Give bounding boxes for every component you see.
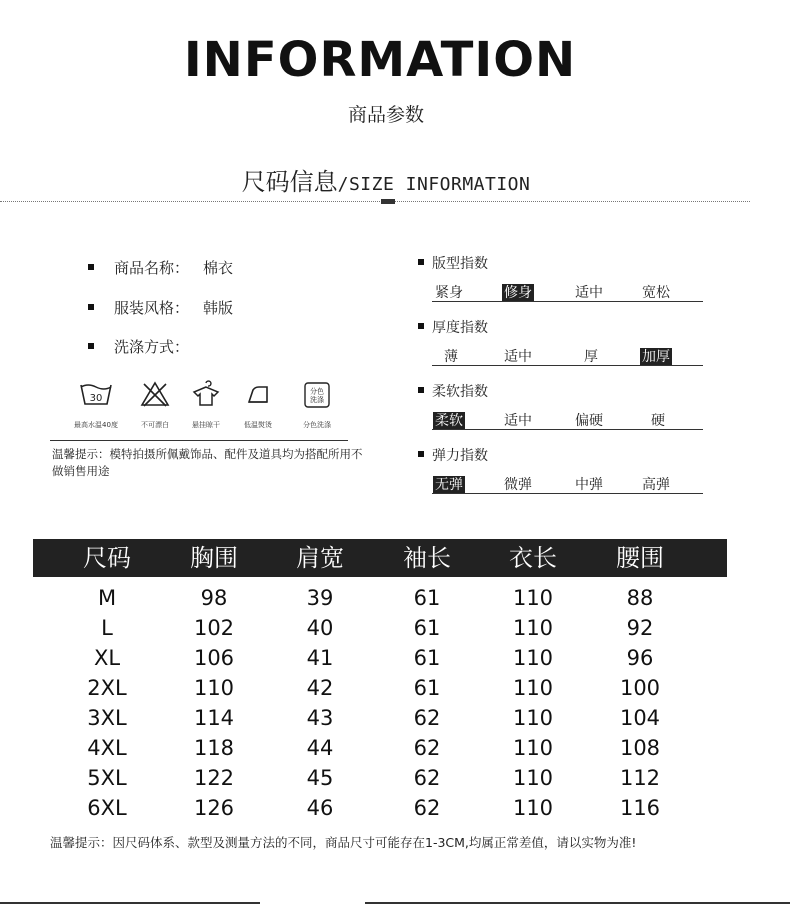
separate-wash-icon — [302, 380, 332, 410]
size-table-header-cell: 胸围 — [190, 544, 238, 572]
length-cell: 110 — [512, 646, 554, 670]
bullet-icon — [418, 259, 424, 265]
bottom-divider-right — [365, 902, 790, 904]
thickness-option-selected: 加厚 — [642, 349, 670, 365]
elasticity-option: 高弹 — [642, 477, 670, 493]
softness-index-title: 柔软指数 — [418, 381, 488, 401]
chest-cell: 106 — [193, 646, 235, 670]
sleeve-cell: 61 — [413, 586, 441, 610]
product-style-row — [88, 297, 233, 318]
softness-option: 适中 — [504, 413, 532, 429]
care-item-no-bleach — [130, 380, 180, 430]
page-subtitle: 商品参数 — [347, 104, 424, 126]
waist-cell: 96 — [626, 646, 654, 670]
fit-option: 紧身 — [435, 285, 463, 301]
thickness-option: 薄 — [444, 349, 458, 365]
size-table-header-cell: 尺码 — [83, 544, 131, 572]
fit-option: 适中 — [575, 285, 603, 301]
care-item-hang-dry — [181, 380, 231, 430]
length-cell: 110 — [512, 676, 554, 700]
chest-cell: 122 — [193, 766, 235, 790]
elasticity-option: 微弹 — [504, 477, 532, 493]
sleeve-cell: 62 — [413, 706, 441, 730]
softness-option: 偏硬 — [575, 413, 603, 429]
bullet-icon — [418, 323, 424, 329]
care-divider — [50, 440, 348, 441]
care-label: 不可漂白 — [141, 421, 169, 429]
bullet-icon — [88, 304, 94, 310]
elasticity-index-title: 弹力指数 — [418, 445, 488, 465]
wash-method-label: 洗涤方式： — [114, 338, 190, 356]
section-title-en: /SIZE INFORMATION — [337, 174, 531, 195]
waist-cell: 108 — [619, 736, 661, 760]
section-title — [0, 162, 772, 197]
chest-cell: 110 — [193, 676, 235, 700]
care-item-wash — [71, 380, 121, 430]
sleeve-cell: 62 — [413, 766, 441, 790]
thickness-option: 适中 — [504, 349, 532, 365]
sleeve-cell: 61 — [413, 676, 441, 700]
bullet-icon — [418, 387, 424, 393]
shoulder-cell: 43 — [306, 706, 334, 730]
wash-method-row — [88, 336, 189, 357]
length-cell: 110 — [512, 796, 554, 820]
elasticity-option-selected: 无弹 — [435, 477, 463, 493]
waist-cell: 112 — [619, 766, 661, 790]
care-label: 最高水温40度 — [74, 421, 118, 429]
product-name-row — [88, 257, 233, 278]
size-table-header-cell: 肩宽 — [296, 544, 344, 572]
size-cell: 4XL — [87, 736, 127, 760]
fit-index-title: 版型指数 — [418, 253, 488, 273]
chest-cell: 102 — [193, 616, 235, 640]
size-table-header-cell: 袖长 — [403, 544, 451, 572]
length-cell: 110 — [512, 616, 554, 640]
size-cell: 6XL — [87, 796, 127, 820]
shoulder-cell: 44 — [306, 736, 334, 760]
thickness-index-title: 厚度指数 — [418, 317, 488, 337]
page-title: INFORMATION — [183, 32, 577, 88]
no-bleach-icon — [139, 380, 171, 408]
elasticity-option: 中弹 — [575, 477, 603, 493]
shoulder-cell: 40 — [306, 616, 334, 640]
size-cell: 5XL — [87, 766, 127, 790]
length-cell: 110 — [512, 706, 554, 730]
care-label: 分色洗涤 — [303, 421, 331, 429]
care-label: 低温熨烫 — [244, 421, 272, 429]
bullet-icon — [88, 264, 94, 270]
waist-cell: 100 — [619, 676, 661, 700]
size-cell: 2XL — [87, 676, 127, 700]
chest-cell: 118 — [193, 736, 235, 760]
shoulder-cell: 45 — [306, 766, 334, 790]
waist-cell: 116 — [619, 796, 661, 820]
bottom-divider-left — [0, 902, 260, 904]
fit-index-line — [432, 301, 703, 302]
thickness-option: 厚 — [584, 349, 598, 365]
chest-cell: 114 — [193, 706, 235, 730]
product-name-label: 商品名称： — [114, 259, 190, 277]
length-cell: 110 — [512, 586, 554, 610]
shoulder-cell: 39 — [306, 586, 334, 610]
care-item-low-iron — [233, 380, 283, 430]
product-name-value: 棉衣 — [203, 259, 234, 277]
section-divider-mark — [381, 199, 395, 204]
chest-cell: 98 — [200, 586, 228, 610]
sleeve-cell: 61 — [413, 616, 441, 640]
sleeve-cell: 62 — [413, 736, 441, 760]
size-table-body — [0, 583, 790, 828]
section-divider — [0, 201, 750, 202]
shoulder-cell: 41 — [306, 646, 334, 670]
fit-option: 宽松 — [642, 285, 670, 301]
care-label: 悬挂晾干 — [192, 421, 220, 429]
length-cell: 110 — [512, 766, 554, 790]
size-disclaimer: 温馨提示：因尺码体系、款型及测量方法的不同，商品尺寸可能存在1-3CM,均属正常差值，请以实物为准! — [50, 835, 637, 850]
waist-cell: 88 — [626, 586, 654, 610]
waist-cell: 92 — [626, 616, 654, 640]
sleeve-cell: 62 — [413, 796, 441, 820]
shoulder-cell: 46 — [306, 796, 334, 820]
fit-option-selected: 修身 — [504, 285, 532, 301]
model-note: 温馨提示：模特拍摄所佩戴饰品、配件及道具均为搭配所用不做销售用途 — [52, 447, 363, 478]
size-table-header-cell: 衣长 — [509, 544, 557, 572]
svg-text:30: 30 — [89, 393, 103, 404]
thickness-index-line — [432, 365, 703, 366]
elasticity-index-line — [432, 493, 703, 494]
softness-option-selected: 柔软 — [435, 413, 463, 429]
size-cell: 3XL — [87, 706, 127, 730]
size-cell: L — [101, 616, 113, 640]
sleeve-cell: 61 — [413, 646, 441, 670]
size-cell: XL — [93, 646, 121, 670]
product-style-label: 服装风格： — [114, 299, 190, 317]
bullet-icon — [418, 451, 424, 457]
section-title-cn: 尺码信息 — [241, 168, 338, 196]
waist-cell: 104 — [619, 706, 661, 730]
svg-text:洗涤: 洗涤 — [310, 396, 324, 404]
wash-30-icon — [79, 380, 113, 408]
softness-option: 硬 — [651, 413, 665, 429]
size-cell: M — [97, 586, 117, 610]
low-iron-icon — [243, 380, 273, 408]
chest-cell: 126 — [193, 796, 235, 820]
product-style-value: 韩版 — [203, 299, 234, 317]
shoulder-cell: 42 — [306, 676, 334, 700]
hang-dry-icon — [191, 380, 221, 408]
softness-index-line — [432, 429, 703, 430]
care-item-separate-wash — [292, 380, 342, 430]
svg-text:分色: 分色 — [310, 387, 324, 396]
length-cell: 110 — [512, 736, 554, 760]
size-table-header-cell: 腰围 — [616, 544, 664, 572]
bullet-icon — [88, 343, 94, 349]
